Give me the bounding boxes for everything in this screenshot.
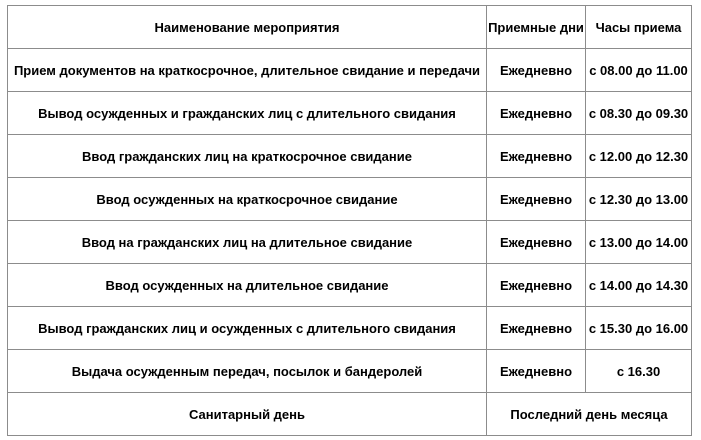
reception-days-cell: Ежедневно [487, 350, 586, 393]
reception-days-cell: Ежедневно [487, 264, 586, 307]
table-row [8, 92, 692, 135]
header-reception-hours: Часы приема [586, 6, 692, 49]
table-row [8, 221, 692, 264]
reception-hours-cell: с 16.30 [586, 350, 692, 393]
table-row [8, 49, 692, 92]
event-name-cell: Ввод осужденных на краткосрочное свидание [8, 178, 487, 221]
table-row [8, 350, 692, 393]
reception-days-cell: Ежедневно [487, 49, 586, 92]
reception-hours-cell: с 12.30 до 13.00 [586, 178, 692, 221]
table-row [8, 135, 692, 178]
header-event-name: Наименование мероприятия [8, 6, 487, 49]
event-name-cell: Прием документов на краткосрочное, длительное свидание и передачи [8, 49, 487, 92]
event-name-cell: Выдача осужденным передач, посылок и бандеролей [8, 350, 487, 393]
table-header-row [8, 6, 692, 49]
reception-days-cell: Ежедневно [487, 135, 586, 178]
schedule-table-body [8, 6, 692, 436]
schedule-table [7, 5, 692, 436]
header-reception-days: Приемные дни [487, 6, 586, 49]
table-footer-row [8, 393, 692, 436]
reception-hours-cell: с 08.30 до 09.30 [586, 92, 692, 135]
table-row [8, 264, 692, 307]
reception-days-cell: Ежедневно [487, 307, 586, 350]
event-name-cell: Вывод осужденных и гражданских лиц с длительного свидания [8, 92, 487, 135]
reception-hours-cell: с 15.30 до 16.00 [586, 307, 692, 350]
reception-hours-cell: с 12.00 до 12.30 [586, 135, 692, 178]
reception-hours-cell: с 08.00 до 11.00 [586, 49, 692, 92]
event-name-cell: Ввод осужденных на длительное свидание [8, 264, 487, 307]
reception-hours-cell: с 13.00 до 14.00 [586, 221, 692, 264]
reception-hours-cell: с 14.00 до 14.30 [586, 264, 692, 307]
reception-days-cell: Ежедневно [487, 92, 586, 135]
event-name-cell: Ввод на гражданских лиц на длительное свидание [8, 221, 487, 264]
sanitary-day-label: Санитарный день [8, 393, 487, 436]
event-name-cell: Ввод гражданских лиц на краткосрочное свидание [8, 135, 487, 178]
reception-days-cell: Ежедневно [487, 221, 586, 264]
table-row [8, 178, 692, 221]
sanitary-day-schedule: Последний день месяца [487, 393, 692, 436]
event-name-cell: Вывод гражданских лиц и осужденных с длительного свидания [8, 307, 487, 350]
table-row [8, 307, 692, 350]
reception-days-cell: Ежедневно [487, 178, 586, 221]
